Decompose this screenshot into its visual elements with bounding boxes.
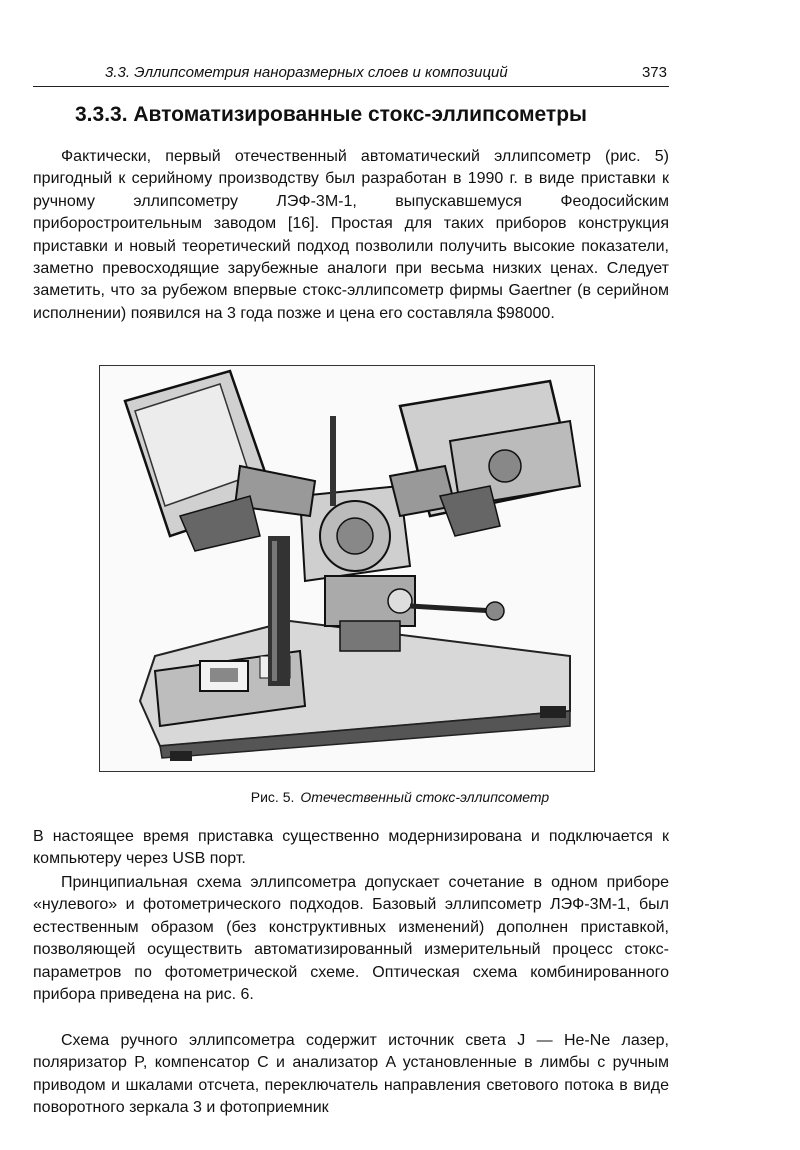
figure-label: Рис. 5. — [250, 789, 295, 805]
figure-caption — [0, 787, 800, 807]
ellipsometer-photo — [99, 365, 595, 772]
paragraph-2: В настоящее время приставка существенно модернизирована и подключается к компьютеру через USB порт. — [33, 828, 669, 868]
running-title: 3.3. Эллипсометрия наноразмерных слоев и композиций — [105, 64, 508, 81]
paragraph-3: Принципиальная схема эллипсометра допускает сочетание в одном приборе «нулевого» и фотометрического подходов. Базовый эллипсометр ЛЭФ-3М-1, был естественным образом (без конструктивных изменений) дополнен приставкой, позволяющей осуществить автоматизированный измерительный процесс стокс-параметров по фотометрической схеме. Оптическая схема комбинированного прибора приведена на рис. 6. — [33, 874, 669, 1004]
page-number: 373 — [641, 64, 667, 81]
paragraph-1: Фактически, первый отечественный автоматический эллипсометр (рис. 5) пригодный к серийному производству был разработан в 1990 г. в виде приставки к ручному эллипсометру ЛЭФ-3М-1, выпускавшемуся Феодосийским приборостроительным заводом [16]. Простая для таких приборов конструкция приставки и новый теоретический подход позволили получить высокие показатели, заметно превосходящие зарубежные аналоги при весьма низких ценах. Следует заметить, что за рубежом впервые стокс-эллипсометр фирмы Gaertner (в серийном исполнении) появился на 3 года позже и цена его составляла $98000. — [33, 148, 669, 322]
figure-caption-text: Отечественный стокс-эллипсометр — [300, 789, 550, 805]
section-title: 3.3.3. Автоматизированные стокс-эллипсометры — [75, 103, 587, 126]
paragraph-4: Схема ручного эллипсометра содержит источник света J — He-Ne лазер, поляризатор P, компенсатор C и анализатор A установленные в лимбы с ручным приводом и шкалами отсчета, переключатель направления светового потока в виде поворотного зеркала 3 и фотоприемник — [33, 1032, 669, 1117]
running-head — [33, 60, 669, 87]
